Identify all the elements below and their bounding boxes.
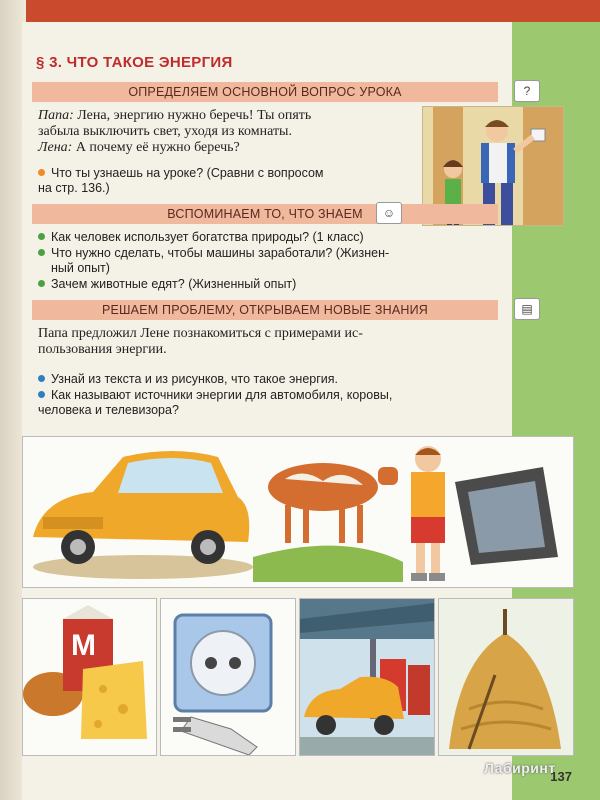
bullet-icon [38,169,45,176]
band-lesson-question: ОПРЕДЕЛЯЕМ ОСНОВНОЙ ВОПРОС УРОКА [32,82,498,102]
gas-station-picture [299,598,435,756]
task-what-will-learn: Что ты узнаешь на уроке? (Сравни с вопросом [38,166,324,181]
bullet-icon [38,375,45,382]
intro-line-1: Папа предложил Лене познакомиться с примерами ис- [38,326,363,341]
remember-item-2: Что нужно сделать, чтобы машины заработали? (Жизнен- [38,246,389,261]
dialog-papa-line2: забыла выключить свет, уходя из комнаты. [38,124,292,139]
band-remember: ВСПОМИНАЕМ ТО, ЧТО ЗНАЕМ [32,204,498,224]
bullet-icon [38,249,45,256]
electric-socket-picture [160,598,296,756]
book-edge-top [0,0,600,22]
intro-line-2: пользования энергии. [38,342,167,357]
task-what-will-learn-2: на стр. 136.) [38,181,110,195]
energy-consumers-picture [22,436,574,588]
bullet-icon [38,391,45,398]
task-find-energy: Узнай из текста и из рисунков, что такое энергия. [38,372,338,387]
remember-item-3: Зачем животные едят? (Жизненный опыт) [38,277,296,292]
person-icon: ☺ [376,202,402,224]
speaker-lena: Лена: [38,140,73,155]
dialog-lena-line: Лена: А почему её нужно беречь? [38,140,240,155]
section-title: § 3. ЧТО ТАКОЕ ЭНЕРГИЯ [36,54,233,71]
watermark-labirint: Лабиринт [484,760,556,776]
page-number: 137 [550,769,572,784]
milk-carton-label: М [71,629,96,662]
haystack-picture [438,598,574,756]
question-icon: ? [514,80,540,102]
speaker-papa: Папа: [38,108,74,123]
task-energy-sources: Как называют источники энергии для автомобиля, коровы, [38,388,392,403]
bullet-icon [38,233,45,240]
food-picture [22,598,157,756]
remember-item-1: Как человек использует богатства природы? (1 класс) [38,230,364,245]
bullet-icon [38,280,45,287]
task-energy-sources-cont: человека и телевизора? [38,403,179,417]
remember-item-2-cont: ный опыт) [51,261,110,275]
band-solve-problem: РЕШАЕМ ПРОБЛЕМУ, ОТКРЫВАЕМ НОВЫЕ ЗНАНИЯ [32,300,498,320]
book-icon: ▤ [514,298,540,320]
dialog-papa-line1: Папа: Лена, энергию нужно беречь! Ты опять [38,108,312,123]
